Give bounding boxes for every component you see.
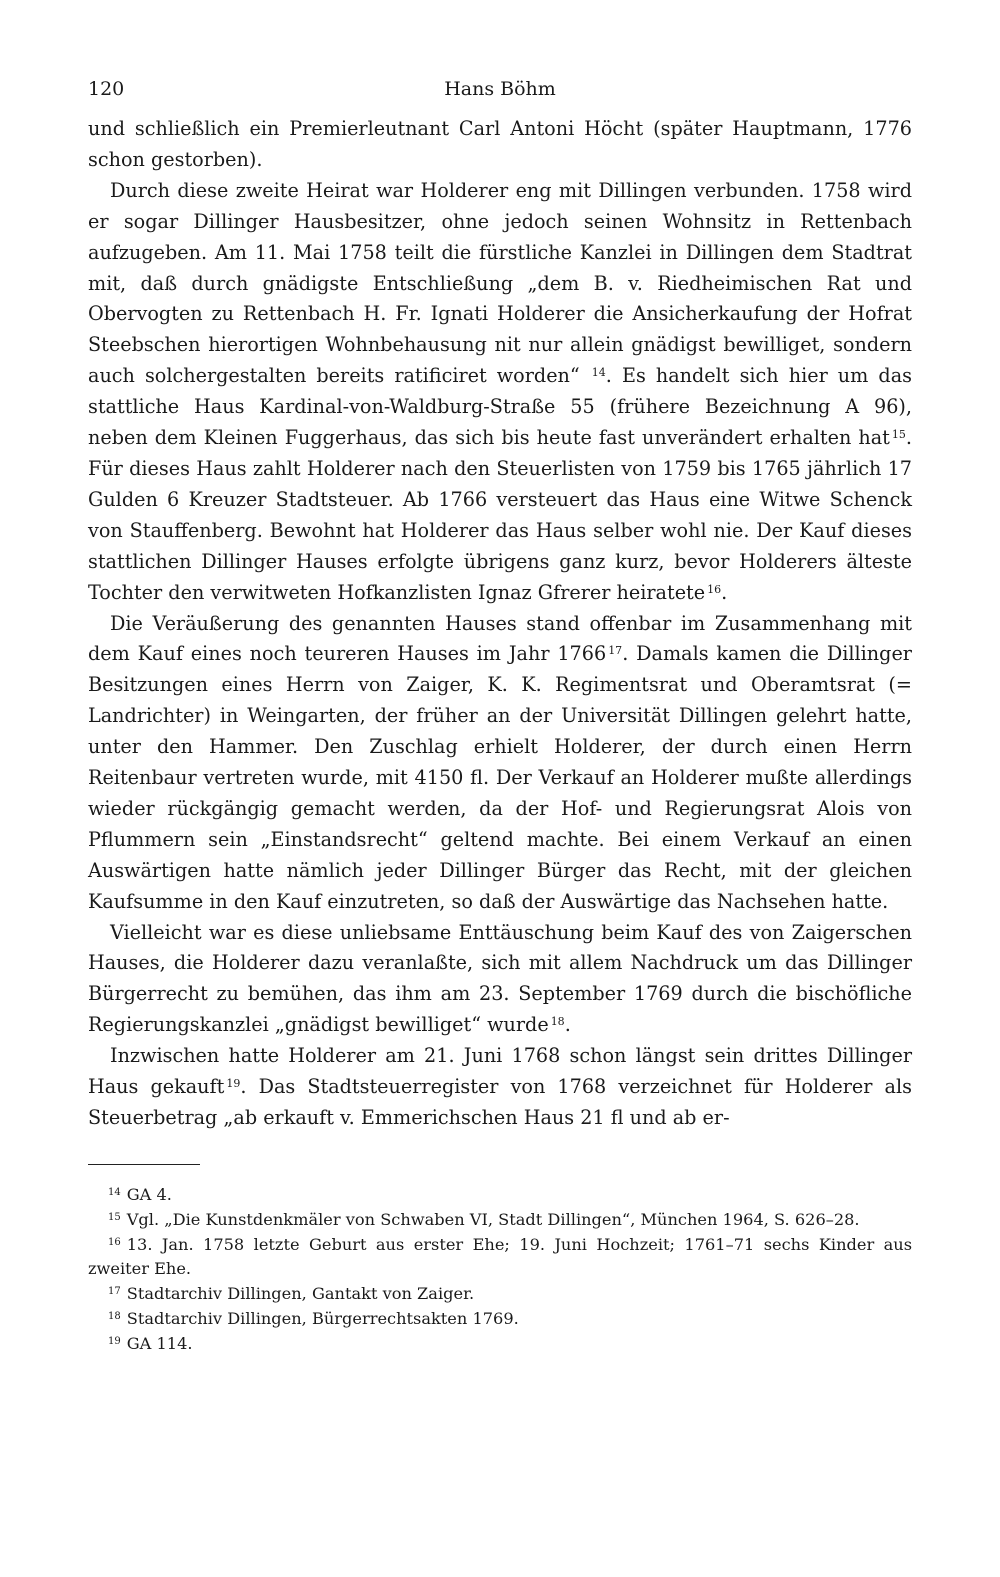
- footnote-text: 13. Jan. 1758 letzte Geburt aus erster Ehe; 19. Juni Hochzeit; 1761–71 sechs Kinder aus zweiter Ehe.: [88, 1234, 912, 1279]
- page-number: 120: [88, 78, 125, 100]
- page-header: [88, 78, 912, 114]
- paragraph-text: und schließlich ein Premierleutnant Carl Antoni Höcht (später Hauptmann, 1776 schon gestorben).: [88, 117, 912, 171]
- book-page: [88, 78, 912, 1356]
- footnote-reference[interactable]: 14: [591, 366, 606, 380]
- paragraph-text: Die Veräußerung des genannten Hauses stand offenbar im Zusammenhang mit dem Kauf eines noch teureren Hauses im Jahr 1766: [88, 611, 912, 666]
- footnote: [88, 1307, 912, 1332]
- body-text: [88, 114, 912, 1134]
- paragraph: [88, 1041, 912, 1134]
- paragraph-text: . Damals kamen die Dillinger Besitzungen eines Herrn von Zaiger, K. K. Regimentsrat und Oberamtsrat (= Landrichter) in Weingarten, der früher an der Universität Dillingen gelehrt hatte, unter den Hammer. Den Zuschlag erhielt Holderer, der durch einen Herrn Reitenbaur vertreten wurde, mit 4150 fl. Der Verkauf an Holderer mußte allerdings wieder rückgängig gemacht werden, da der Hof- und Regierungsrat Alois von Pflummern sein „Einstandsrecht“ geltend machte. Bei einem Verkauf an einen Auswärtigen hatte nämlich jeder Dillinger Bürger das Recht, mit der gleichen Kaufsumme in den Kauf einzutreten, so daß der Auswärtige das Nachsehen hatte.: [88, 642, 912, 913]
- paragraph: [88, 176, 912, 609]
- footnote: [88, 1282, 912, 1307]
- footnote-reference[interactable]: 18: [550, 1015, 565, 1029]
- footnote-number: 16: [108, 1236, 121, 1248]
- paragraph-text: Inzwischen hatte Holderer am 21. Juni 1768 schon längst sein drittes Dillinger Haus gekauft: [88, 1044, 912, 1099]
- footnote-text: Stadtarchiv Dillingen, Bürgerrechtsakten 1769.: [126, 1308, 519, 1328]
- footnote-separator: [88, 1164, 200, 1165]
- footnote-text: Vgl. „Die Kunstdenkmäler von Schwaben VI, Stadt Dillingen“, München 1964, S. 626–28.: [126, 1209, 860, 1229]
- running-head: Hans Böhm: [444, 78, 556, 100]
- footnote-reference[interactable]: 16: [707, 582, 722, 596]
- footnote-reference[interactable]: 17: [608, 644, 623, 658]
- footnote: [88, 1208, 912, 1233]
- paragraph-text: Durch diese zweite Heirat war Holderer eng mit Dillingen verbunden. 1758 wird er sogar Dillinger Hausbesitzer, ohne jedoch seinen Wohnsitz in Rettenbach aufzugeben. Am 11. Mai 1758 teilt die fürstliche Kanzlei in Dillingen dem Stadtrat mit, daß durch gnädigste Entschließung „dem B. v. Riedheimischen Rat und Obervogten zu Rettenbach H. Fr. Ignati Holderer die Ansicherkaufung der Hofrat Steebschen hierortigen Wohnbehausung nit nur allein gnädigst bewilliget, sondern auch solchergestalten bereits ratificiret worden“: [88, 178, 912, 388]
- paragraph-text: . Für dieses Haus zahlt Holderer nach den Steuerlisten von 1759 bis 1765 jährlich 17 Gulden 6 Kreuzer Stadtsteuer. Ab 1766 versteuert das Haus eine Witwe Schenck von Stauffenberg. Bewohnt hat Holderer das Haus selber wohl nie. Der Kauf dieses stattlichen Dillinger Hauses erfolgte übrigens ganz kurz, bevor Holderers älteste Tochter den verwitweten Hofkanzlisten Ignaz Gfrerer heiratete: [88, 426, 912, 604]
- paragraph-text: .: [721, 580, 728, 604]
- footnotes: [88, 1183, 912, 1357]
- footnote-number: 17: [108, 1286, 121, 1298]
- footnote-number: 19: [108, 1335, 121, 1347]
- footnote-number: 18: [108, 1310, 121, 1322]
- footnote: [88, 1332, 912, 1357]
- paragraph-text: Vielleicht war es diese unliebsame Enttäuschung beim Kauf des von Zaigerschen Hauses, die Holderer dazu veranlaßte, sich mit allem Nachdruck um das Dillinger Bürgerrecht zu bemühen, das ihm am 23. September 1769 durch die bischöfliche Regierungskanzlei „gnädigst bewilliget“ wurde: [88, 920, 912, 1037]
- footnote-text: Stadtarchiv Dillingen, Gantakt von Zaiger.: [126, 1284, 475, 1304]
- footnote: [88, 1183, 912, 1208]
- paragraph-text: . Das Stadtsteuerregister von 1768 verzeichnet für Holderer als Steuerbetrag „ab erkauft v. Emmerichschen Haus 21 fl und ab er-: [88, 1075, 912, 1129]
- paragraph: [88, 609, 912, 918]
- paragraph-text: . Es handelt sich hier um das stattliche Haus Kardinal-von-Waldburg-Straße 55 (frühere Bezeichnung A 96), neben dem Kleinen Fuggerhaus, das sich bis heute fast unverändert erhalten hat: [88, 364, 912, 450]
- footnote-number: 15: [108, 1211, 121, 1223]
- footnote-text: GA 4.: [126, 1184, 172, 1204]
- paragraph: [88, 114, 912, 176]
- footnote-number: 14: [108, 1186, 121, 1198]
- footnote-reference[interactable]: 15: [891, 428, 906, 442]
- footnote-text: GA 114.: [126, 1333, 193, 1353]
- footnote: [88, 1233, 912, 1283]
- paragraph: [88, 918, 912, 1042]
- footnote-reference[interactable]: 19: [226, 1077, 241, 1091]
- paragraph-text: .: [564, 1013, 571, 1037]
